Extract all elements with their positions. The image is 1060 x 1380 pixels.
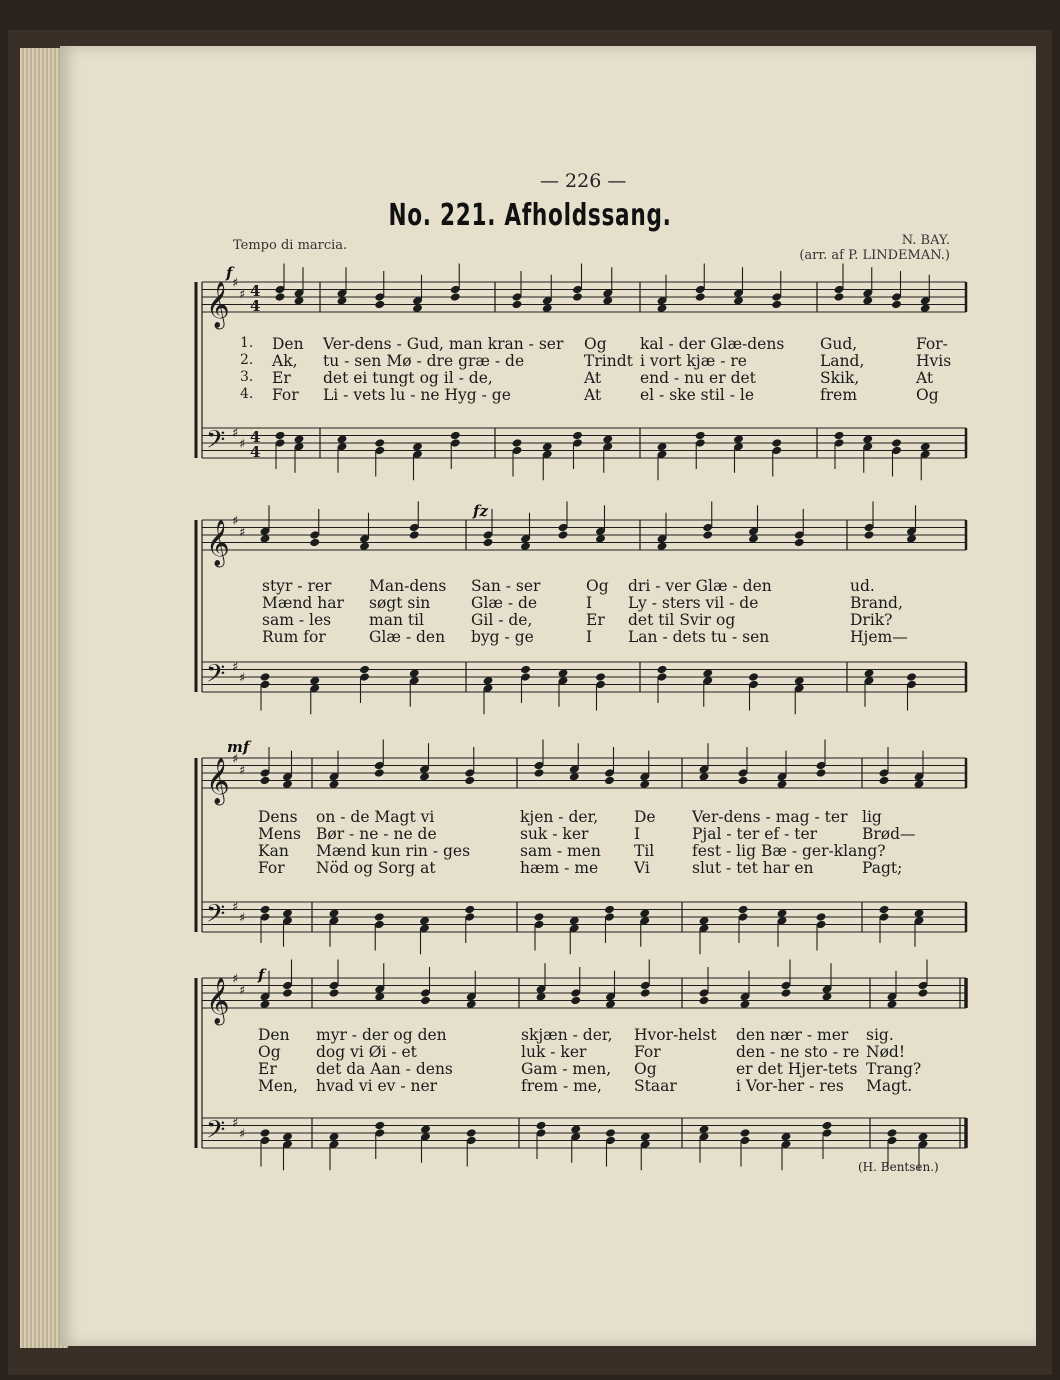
note-head-bass (748, 672, 759, 682)
lyric-segment: For- (916, 335, 948, 353)
lyric-segment: Og (634, 1060, 657, 1078)
lyric-segment: Pagt; (862, 859, 903, 877)
lyric-segment: sig. (866, 1026, 894, 1044)
note-head-bass (695, 431, 706, 441)
lyric-segment: De (634, 808, 656, 826)
lyric-line (0, 386, 1060, 403)
verse-number: 2. (240, 352, 254, 368)
note-head-bass (374, 438, 385, 448)
lyricist-credit: (H. Bentsen.) (858, 1160, 939, 1174)
note-head-bass (879, 905, 890, 915)
lyric-segment: Kan (258, 842, 289, 860)
note-head-bass (887, 1128, 898, 1138)
time-sig-bottom-1: 4 (250, 443, 261, 461)
note-head-bass (520, 665, 531, 675)
sharp-icon: ♯ (239, 287, 246, 303)
note-head-bass (834, 431, 845, 441)
lyric-segment: Nöd og Sorg at (316, 859, 436, 877)
lyric-segment: kjen - der, (520, 808, 599, 826)
lyric-segment: At (584, 386, 602, 404)
lyric-segment: Ver-dens - mag - ter (692, 808, 848, 826)
lyric-line (0, 594, 1060, 611)
note-head-treble (483, 538, 494, 548)
note-head-bass (512, 438, 523, 448)
note-head-bass (466, 1128, 477, 1138)
note-head-treble (879, 776, 890, 786)
note-head-bass (572, 431, 583, 441)
lyric-segment: Til (634, 842, 655, 860)
lyric-segment: San - ser (471, 577, 541, 595)
note-head-treble (816, 768, 827, 778)
page-number: — 226 — (540, 170, 627, 192)
note-head-bass (450, 431, 461, 441)
lyric-segment: Nød! (866, 1043, 906, 1061)
lyric-segment: er det Hjer-tets (736, 1060, 858, 1078)
lyric-segment: styr - rer (262, 577, 332, 595)
lyric-segment: Pjal - ter ef - ter (692, 825, 818, 843)
note-head-treble (282, 988, 293, 998)
sharp-icon: ♯ (232, 972, 239, 987)
lyric-segment: tu - sen Mø - dre græ - de (323, 352, 525, 370)
lyric-segment: Bør - ne - ne de (316, 825, 437, 843)
note-head-bass (595, 672, 606, 682)
lyric-segment: Trang? (866, 1060, 922, 1078)
lyric-segment: on - de Magt vi (316, 808, 435, 826)
note-head-treble (420, 996, 431, 1006)
sharp-icon: ♯ (239, 983, 246, 999)
lyric-segment: Den (258, 1026, 290, 1044)
treble-clef-icon: 𝄞 (206, 758, 230, 804)
time-sig-top-1: 4 (250, 428, 261, 446)
verse-number: 1. (240, 335, 254, 351)
sharp-icon: ♯ (239, 1127, 246, 1142)
lyric-segment: Vi (634, 859, 650, 877)
lyric-segment: For (258, 859, 285, 877)
sharp-icon: ♯ (232, 659, 239, 675)
tempo-marking: Tempo di marcia. (233, 238, 348, 253)
lyric-segment: i Vor-her - res (736, 1077, 844, 1095)
lyric-segment: For (272, 386, 299, 404)
lyric-line (0, 335, 1060, 352)
note-head-treble (534, 768, 545, 778)
lyric-segment: det da Aan - dens (316, 1060, 453, 1078)
note-head-bass (260, 1128, 271, 1138)
note-head-treble (738, 776, 749, 786)
lyric-segment: I (586, 628, 593, 646)
lyric-line (0, 1077, 1060, 1094)
note-head-treble (309, 538, 320, 548)
note-head-treble (260, 776, 271, 786)
note-head-bass (816, 912, 827, 922)
lyric-segment: Glæ - de (471, 594, 538, 612)
sharp-icon: ♯ (239, 671, 246, 686)
lyric-line (0, 842, 1060, 859)
time-sig-bottom-0: 4 (250, 297, 261, 315)
note-head-treble (640, 988, 651, 998)
lyric-segment: Er (272, 369, 291, 387)
lyric-segment: skjæn - der, (521, 1026, 613, 1044)
note-head-bass (536, 1121, 547, 1131)
note-head-treble (464, 776, 475, 786)
note-head-treble (771, 300, 782, 310)
bass-clef-icon: 𝄢 (206, 659, 226, 695)
lyric-line (0, 369, 1060, 386)
lyric-segment: Er (258, 1060, 277, 1078)
lyric-segment: end - nu er det (640, 369, 756, 387)
note-head-treble (374, 768, 385, 778)
lyric-segment: Og (916, 386, 939, 404)
lyric-segment: suk - ker (520, 825, 589, 843)
note-head-treble (572, 292, 583, 302)
note-head-bass (605, 1128, 616, 1138)
note-head-bass (906, 672, 917, 682)
sharp-icon: ♯ (232, 899, 239, 915)
lyric-line (0, 628, 1060, 645)
note-head-treble (891, 300, 902, 310)
lyric-segment: Ak, (272, 352, 298, 370)
note-head-treble (409, 530, 420, 540)
treble-clef-icon: 𝄞 (206, 978, 230, 1024)
lyric-segment: Glæ - den (369, 628, 446, 646)
note-head-bass (534, 912, 545, 922)
lyric-segment: kal - der Glæ-dens (640, 335, 785, 353)
note-head-bass (657, 665, 668, 675)
lyric-line (0, 808, 1060, 825)
lyric-segment: Brand, (850, 594, 903, 612)
lyric-segment: el - ske stil - le (640, 386, 754, 404)
lyric-line (0, 859, 1060, 876)
lyric-segment: det ei tungt og il - de, (323, 369, 493, 387)
note-head-bass (275, 431, 286, 441)
sharp-icon: ♯ (232, 1115, 239, 1131)
lyric-segment: Drik? (850, 611, 893, 629)
dynamic-fz: fz (473, 502, 488, 520)
lyric-segment: frem - me, (521, 1077, 602, 1095)
lyric-segment: den - ne sto - re (736, 1043, 860, 1061)
lyric-segment: Hvis (916, 352, 952, 370)
lyric-segment: Gud, (820, 335, 858, 353)
lyric-segment: I (586, 594, 593, 612)
note-head-bass (359, 665, 370, 675)
lyric-segment: myr - der og den (316, 1026, 447, 1044)
lyric-segment: Staar (634, 1077, 677, 1095)
treble-clef-icon: 𝄞 (206, 520, 230, 566)
lyric-segment: fest - lig Bæ - ger-klang? (692, 842, 886, 860)
lyric-segment: Hjem— (850, 628, 908, 646)
lyric-segment: Brød— (862, 825, 916, 843)
lyric-segment: sam - men (520, 842, 601, 860)
lyric-segment: At (916, 369, 934, 387)
lyric-segment: Gil - de, (471, 611, 533, 629)
note-head-treble (450, 292, 461, 302)
note-head-treble (702, 530, 713, 540)
lyric-segment: Ver-dens - Gud, man kran - ser (323, 335, 564, 353)
note-head-bass (374, 1121, 385, 1131)
time-sig-top-0: 4 (250, 282, 261, 300)
lyric-segment: Rum for (262, 628, 326, 646)
lyric-segment: det til Svir og (628, 611, 736, 629)
lyric-segment: Men, (258, 1077, 298, 1095)
sharp-icon: ♯ (232, 425, 239, 441)
dynamic-f-2: f (258, 966, 265, 984)
lyric-segment: Land, (820, 352, 865, 370)
lyric-segment: Ly - sters vil - de (628, 594, 759, 612)
lyric-segment: hvad vi ev - ner (316, 1077, 438, 1095)
lyric-segment: den nær - mer (736, 1026, 849, 1044)
sharp-icon: ♯ (232, 752, 239, 767)
lyric-segment: At (584, 369, 602, 387)
lyric-line (0, 1043, 1060, 1060)
lyric-segment: Magt. (866, 1077, 913, 1095)
note-head-treble (329, 988, 340, 998)
lyric-segment: hæm - me (520, 859, 599, 877)
composer-name: N. BAY. (901, 233, 950, 248)
bass-clef-icon: 𝄢 (206, 1115, 226, 1151)
note-head-bass (822, 1121, 833, 1131)
note-head-treble (374, 300, 385, 310)
note-head-treble (604, 776, 615, 786)
sharp-icon: ♯ (232, 514, 239, 529)
lyric-segment: Den (272, 335, 304, 353)
lyric-segment: lig (862, 808, 882, 826)
note-head-bass (771, 438, 782, 448)
lyric-segment: byg - ge (471, 628, 534, 646)
lyric-segment: Dens (258, 808, 298, 826)
lyric-segment: For (634, 1043, 661, 1061)
dynamic-mf: mf (227, 738, 250, 756)
lyric-segment: Trindt (584, 352, 633, 370)
lyric-line (0, 1060, 1060, 1077)
lyric-segment: Skik, (820, 369, 860, 387)
lyric-segment: i vort kjæ - re (640, 352, 747, 370)
lyric-segment: slut - tet har en (692, 859, 814, 877)
note-head-treble (794, 538, 805, 548)
lyric-segment: dri - ver Glæ - den (628, 577, 772, 595)
lyric-segment: ud. (850, 577, 875, 595)
sharp-icon: ♯ (239, 911, 246, 926)
sharp-icon: ♯ (239, 437, 246, 452)
dynamic-f-1: f (226, 264, 233, 282)
lyric-segment: Er (586, 611, 605, 629)
note-head-bass (604, 905, 615, 915)
note-head-bass (260, 905, 271, 915)
lyric-segment: Lan - dets tu - sen (628, 628, 770, 646)
lyric-line (0, 1026, 1060, 1043)
note-head-bass (891, 438, 902, 448)
treble-clef-icon: 𝄞 (206, 282, 230, 328)
lyric-line (0, 825, 1060, 842)
lyric-segment: dog vi Øi - et (316, 1043, 417, 1061)
lyric-line (0, 577, 1060, 594)
lyric-segment: Mens (258, 825, 301, 843)
lyric-segment: sam - les (262, 611, 332, 629)
lyric-line (0, 611, 1060, 628)
note-head-bass (374, 912, 385, 922)
note-head-bass (740, 1128, 751, 1138)
note-head-bass (738, 905, 749, 915)
lyric-segment: Og (258, 1043, 281, 1061)
lyric-segment: søgt sin (369, 594, 431, 612)
lyric-segment: Og (586, 577, 609, 595)
lyric-segment: I (634, 825, 641, 843)
note-head-treble (512, 300, 523, 310)
lyric-segment: luk - ker (521, 1043, 587, 1061)
lyric-segment: Man-dens (369, 577, 447, 595)
note-head-treble (699, 996, 710, 1006)
lyric-segment: Hvor-helst (634, 1026, 717, 1044)
bass-clef-icon: 𝄢 (206, 425, 226, 461)
arranger-name: (arr. af P. LINDEMAN.) (799, 248, 950, 263)
note-head-bass (260, 672, 271, 682)
lyric-line (0, 352, 1060, 369)
composer-credit (700, 233, 950, 263)
note-head-treble (781, 988, 792, 998)
bass-clef-icon: 𝄢 (206, 899, 226, 935)
lyric-segment: Li - vets lu - ne Hyg - ge (323, 386, 511, 404)
note-head-treble (695, 292, 706, 302)
sharp-icon: ♯ (232, 276, 239, 291)
lyric-segment: Mænd har (262, 594, 344, 612)
sharp-icon: ♯ (239, 763, 246, 779)
note-head-treble (834, 292, 845, 302)
note-head-treble (275, 292, 286, 302)
note-head-treble (570, 996, 581, 1006)
lyric-segment: Mænd kun rin - ges (316, 842, 471, 860)
verse-number: 3. (240, 369, 254, 385)
sharp-icon: ♯ (239, 525, 246, 541)
note-head-treble (558, 530, 569, 540)
note-head-treble (918, 988, 929, 998)
song-title: No. 221. Afholdssang. (388, 198, 672, 233)
lyric-segment: Og (584, 335, 607, 353)
lyric-segment: frem (820, 386, 858, 404)
verse-number: 4. (240, 386, 254, 402)
lyric-segment: man til (369, 611, 424, 629)
lyric-segment: Gam - men, (521, 1060, 612, 1078)
note-head-treble (864, 530, 875, 540)
note-head-bass (464, 905, 475, 915)
